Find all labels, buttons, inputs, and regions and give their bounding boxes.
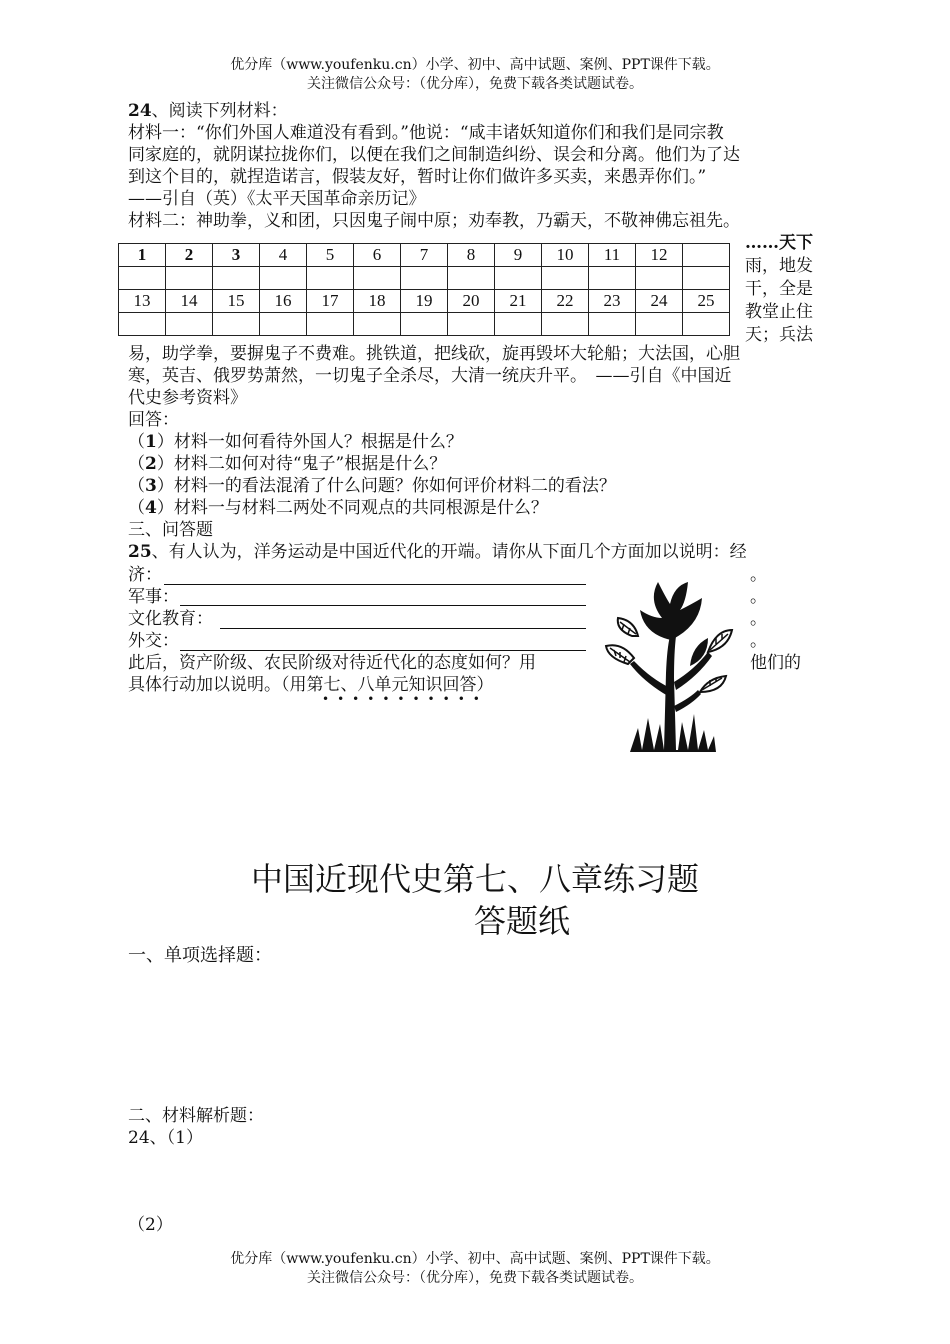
period-mark: 。	[750, 565, 767, 585]
sub-question-3: （3）材料一的看法混淆了什么问题？你如何评价材料二的看法？	[128, 476, 616, 496]
side-line: 天；兵法	[745, 325, 813, 345]
sub-question-1: （1）材料一如何看待外国人？根据是什么？	[128, 432, 463, 452]
answer-label: 回答：	[128, 410, 179, 430]
answer-cell[interactable]	[166, 267, 213, 290]
material-2-line-2: 易，助学拳，要摒鬼子不费难。挑铁道，把线砍，旋再毁坏大轮船；大法国，心胆	[128, 344, 740, 364]
economy-label: 济：	[128, 565, 162, 585]
side-line: ……天下	[745, 233, 813, 253]
answer-cell[interactable]	[448, 267, 495, 290]
answer-cell[interactable]	[495, 267, 542, 290]
answer-cell[interactable]	[683, 267, 730, 290]
grid-cell: 23	[589, 290, 636, 313]
answer-cell[interactable]	[542, 313, 589, 336]
follow-up-line-1: 此后，资产阶级、农民阶级对待近代化的态度如何？用	[128, 653, 536, 673]
material-1-line-3: 到这个目的，就捏造诺言，假装友好，暂时让你们做许多买卖，来愚弄你们。”	[128, 167, 707, 187]
answer-cell[interactable]	[307, 313, 354, 336]
answer-cell[interactable]	[589, 267, 636, 290]
sub-question-4: （4）材料一与材料二两处不同观点的共同根源是什么？	[128, 498, 548, 518]
part-2-heading: 二、材料解析题：	[128, 1106, 264, 1126]
answer-cell[interactable]	[354, 313, 401, 336]
grid-cell: 11	[589, 244, 636, 267]
diplomacy-label: 外交：	[128, 631, 179, 651]
grid-cell: 10	[542, 244, 589, 267]
answer-cell[interactable]	[636, 313, 683, 336]
material-2-line-1: 材料二：神助拳，义和团，只因鬼子闹中原；劝奉教，乃霸天，不敬神佛忘祖先。	[128, 211, 740, 231]
period-mark: 。	[750, 631, 767, 651]
period-mark: 。	[750, 587, 767, 607]
answer-cell[interactable]	[636, 267, 683, 290]
footer-line-2: 关注微信公众号：（优分库），免费下载各类试题试卷。	[307, 1270, 643, 1286]
material-2-line-4: 代史参考资料》	[128, 388, 247, 408]
footer-line-1: 优分库（www.youfenku.cn）小学、初中、高中试题、案例、PPT课件下载。	[230, 1251, 720, 1267]
q24-title: 24、阅读下列材料：	[128, 101, 288, 121]
answer-cell[interactable]	[542, 267, 589, 290]
grid-cell: 3	[213, 244, 260, 267]
answer-cell[interactable]	[495, 313, 542, 336]
answer-cell[interactable]	[260, 267, 307, 290]
diplomacy-answer-line[interactable]	[180, 650, 586, 651]
grid-cell: 1	[119, 244, 166, 267]
answer-grid-blank-row	[119, 267, 730, 290]
sub-question-2: （2）材料二如何对待“鬼子”根据是什么？	[128, 454, 447, 474]
grid-cell: 22	[542, 290, 589, 313]
emphasis-dots: •••••••••••	[322, 692, 488, 706]
grid-cell: 8	[448, 244, 495, 267]
grid-cell: 16	[260, 290, 307, 313]
grid-cell: 2	[166, 244, 213, 267]
grid-cell: 13	[119, 290, 166, 313]
grid-cell: 7	[401, 244, 448, 267]
material-1-source: ——引自（英）《太平天国革命亲历记》	[128, 189, 426, 209]
answer-cell[interactable]	[354, 267, 401, 290]
grid-cell: 9	[495, 244, 542, 267]
answer-cell[interactable]	[166, 313, 213, 336]
culture-label: 文化教育：	[128, 609, 213, 629]
follow-up-line-1-right: 他们的	[750, 653, 801, 673]
grid-cell: 12	[636, 244, 683, 267]
answer-cell[interactable]	[401, 267, 448, 290]
side-line: 雨，地发	[745, 256, 813, 276]
answer-cell[interactable]	[589, 313, 636, 336]
answer-grid	[118, 243, 730, 336]
grid-cell: 21	[495, 290, 542, 313]
culture-answer-line[interactable]	[220, 628, 586, 629]
answer-cell[interactable]	[119, 313, 166, 336]
answer-grid-blank-row	[119, 313, 730, 336]
answer-cell[interactable]	[448, 313, 495, 336]
answer-sheet-title: 中国近现代史第七、八章练习题	[250, 860, 699, 898]
answer-cell[interactable]	[683, 313, 730, 336]
grid-cell: 15	[213, 290, 260, 313]
tree-illustration-icon	[604, 578, 738, 756]
grid-cell: 14	[166, 290, 213, 313]
answer-cell[interactable]	[119, 267, 166, 290]
grid-cell: 17	[307, 290, 354, 313]
military-answer-line[interactable]	[180, 605, 586, 606]
material-1-line-2: 同家庭的，就阴谋拉拢你们，以便在我们之间制造纠纷、误会和分离。他们为了达	[128, 145, 740, 165]
side-line: 干，全是	[745, 279, 813, 299]
answer-grid-number-row	[119, 244, 730, 267]
material-2-line-3: 寒，英吉、俄罗势萧然，一切鬼子全杀尽，大清一统庆升平。 ——引自《中国近	[128, 366, 732, 386]
answer-cell[interactable]	[307, 267, 354, 290]
economy-answer-line[interactable]	[164, 584, 586, 585]
grid-cell: 5	[307, 244, 354, 267]
header-line-2: 关注微信公众号：（优分库），免费下载各类试题试卷。	[307, 76, 643, 92]
grid-cell: 20	[448, 290, 495, 313]
q25-prompt: 25、有人认为，洋务运动是中国近代化的开端。请你从下面几个方面加以说明：经	[128, 542, 747, 562]
answer-grid-number-row	[119, 290, 730, 313]
follow-up-line-2: 具体行动加以说明。（用第七、八单元知识回答）	[128, 675, 494, 695]
answer-sheet-subtitle: 答题纸	[474, 902, 571, 940]
grid-cell: 4	[260, 244, 307, 267]
section-3-heading: 三、问答题	[128, 520, 213, 540]
side-line: 教堂止住	[745, 302, 813, 322]
header-line-1: 优分库（www.youfenku.cn）小学、初中、高中试题、案例、PPT课件下载。	[230, 57, 720, 73]
q24-part-2-label: （2）	[128, 1215, 173, 1235]
q24-part-1-label: 24、（1）	[128, 1128, 203, 1148]
answer-cell[interactable]	[401, 313, 448, 336]
period-mark: 。	[750, 609, 767, 629]
grid-cell: 6	[354, 244, 401, 267]
material-2-side-text	[745, 232, 813, 347]
answer-cell[interactable]	[260, 313, 307, 336]
military-label: 军事：	[128, 587, 179, 607]
grid-cell: 24	[636, 290, 683, 313]
material-1-line-1: 材料一：“你们外国人难道没有看到。”他说：“咸丰诸妖知道你们和我们是同宗教	[128, 123, 724, 143]
grid-cell: 25	[683, 290, 730, 313]
part-1-heading: 一、单项选择题：	[128, 945, 272, 966]
grid-cell: 19	[401, 290, 448, 313]
answer-cell[interactable]	[213, 313, 260, 336]
grid-cell: 18	[354, 290, 401, 313]
grid-cell	[683, 244, 730, 267]
answer-cell[interactable]	[213, 267, 260, 290]
